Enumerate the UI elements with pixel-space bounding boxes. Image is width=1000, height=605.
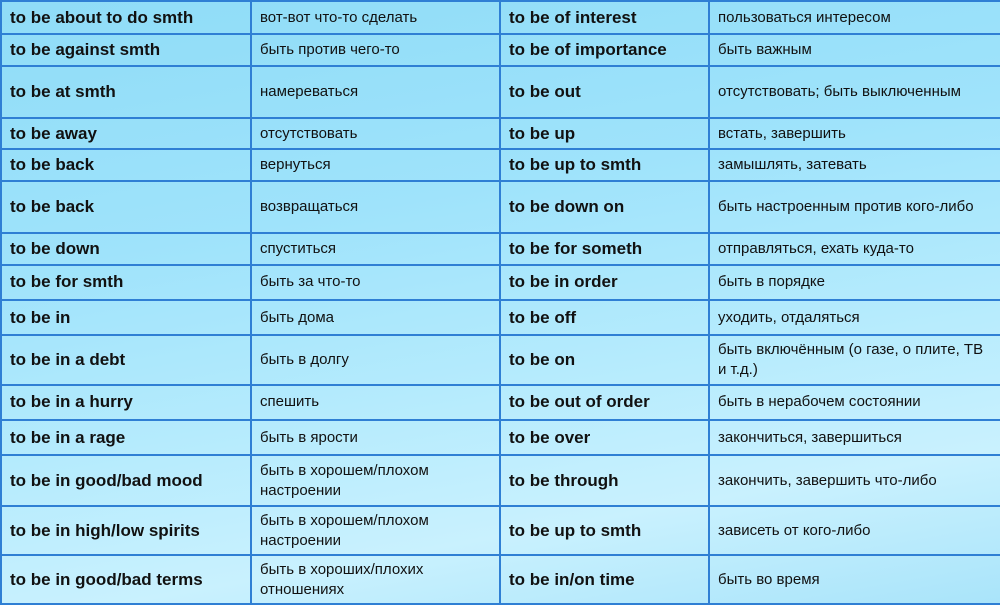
phrase-right: to be over — [500, 420, 709, 455]
table-row — [1, 66, 1000, 119]
table-row — [1, 555, 1000, 604]
phrase-right: to be up to smth — [500, 506, 709, 555]
translation-right: быть во время — [709, 555, 1000, 604]
translation-right: уходить, отдаляться — [709, 300, 1000, 335]
table-row — [1, 34, 1000, 65]
phrase-left: to be in a hurry — [1, 385, 251, 420]
table-row — [1, 300, 1000, 335]
table-row — [1, 118, 1000, 149]
translation-left: намереваться — [251, 66, 500, 119]
translation-left: отсутствовать — [251, 118, 500, 149]
phrase-left: to be against smth — [1, 34, 251, 65]
phrase-right: to be of interest — [500, 1, 709, 34]
phrase-right: to be of importance — [500, 34, 709, 65]
translation-right: быть включённым (о газе, о плите, ТВ и т.д.) — [709, 335, 1000, 384]
phrase-right: to be in order — [500, 265, 709, 300]
table-row — [1, 506, 1000, 555]
translation-right: быть в порядке — [709, 265, 1000, 300]
translation-right: быть в нерабочем состоянии — [709, 385, 1000, 420]
translation-left: возвращаться — [251, 181, 500, 234]
phrase-right: to be up to smth — [500, 149, 709, 180]
phrase-left: to be away — [1, 118, 251, 149]
translation-left: спешить — [251, 385, 500, 420]
translation-right: быть настроенным против кого-либо — [709, 181, 1000, 234]
translation-left: быть в ярости — [251, 420, 500, 455]
translation-right: закончить, завершить что-либо — [709, 455, 1000, 506]
phrase-right: to be for someth — [500, 233, 709, 264]
table-body — [1, 1, 1000, 604]
translation-left: вернуться — [251, 149, 500, 180]
phrase-left: to be in a debt — [1, 335, 251, 384]
translation-right: зависеть от кого-либо — [709, 506, 1000, 555]
phrase-left: to be for smth — [1, 265, 251, 300]
translation-right: отсутствовать; быть выключенным — [709, 66, 1000, 119]
phrase-left: to be about to do smth — [1, 1, 251, 34]
phrase-left: to be in — [1, 300, 251, 335]
phrase-right: to be out of order — [500, 385, 709, 420]
translation-right: пользоваться интересом — [709, 1, 1000, 34]
table-row — [1, 149, 1000, 180]
table-row — [1, 1, 1000, 34]
translation-left: быть в долгу — [251, 335, 500, 384]
phrase-right: to be on — [500, 335, 709, 384]
translation-left: быть дома — [251, 300, 500, 335]
phrase-left: to be in good/bad mood — [1, 455, 251, 506]
phrase-right: to be off — [500, 300, 709, 335]
table-row — [1, 420, 1000, 455]
translation-right: закончиться, завершиться — [709, 420, 1000, 455]
table-row — [1, 455, 1000, 506]
phrase-left: to be back — [1, 181, 251, 234]
phrase-left: to be in high/low spirits — [1, 506, 251, 555]
phrase-right: to be out — [500, 66, 709, 119]
phrase-left: to be back — [1, 149, 251, 180]
table-row — [1, 265, 1000, 300]
phrase-left: to be in a rage — [1, 420, 251, 455]
translation-right: замышлять, затевать — [709, 149, 1000, 180]
phrase-right: to be up — [500, 118, 709, 149]
translation-left: быть в хороших/плохих отношениях — [251, 555, 500, 604]
phrase-left: to be at smth — [1, 66, 251, 119]
translation-left: быть в хорошем/плохом настроении — [251, 455, 500, 506]
translation-left: быть за что-то — [251, 265, 500, 300]
phrase-left: to be down — [1, 233, 251, 264]
phrase-right: to be in/on time — [500, 555, 709, 604]
translation-left: быть против чего-то — [251, 34, 500, 65]
phrase-left: to be in good/bad terms — [1, 555, 251, 604]
translation-right: встать, завершить — [709, 118, 1000, 149]
translation-right: быть важным — [709, 34, 1000, 65]
table-row — [1, 233, 1000, 264]
table-row — [1, 181, 1000, 234]
phrase-right: to be down on — [500, 181, 709, 234]
translation-left: спуститься — [251, 233, 500, 264]
table-row — [1, 335, 1000, 384]
table-row — [1, 385, 1000, 420]
phrase-right: to be through — [500, 455, 709, 506]
translation-right: отправляться, ехать куда-то — [709, 233, 1000, 264]
translation-left: быть в хорошем/плохом настроении — [251, 506, 500, 555]
translation-left: вот-вот что-то сделать — [251, 1, 500, 34]
